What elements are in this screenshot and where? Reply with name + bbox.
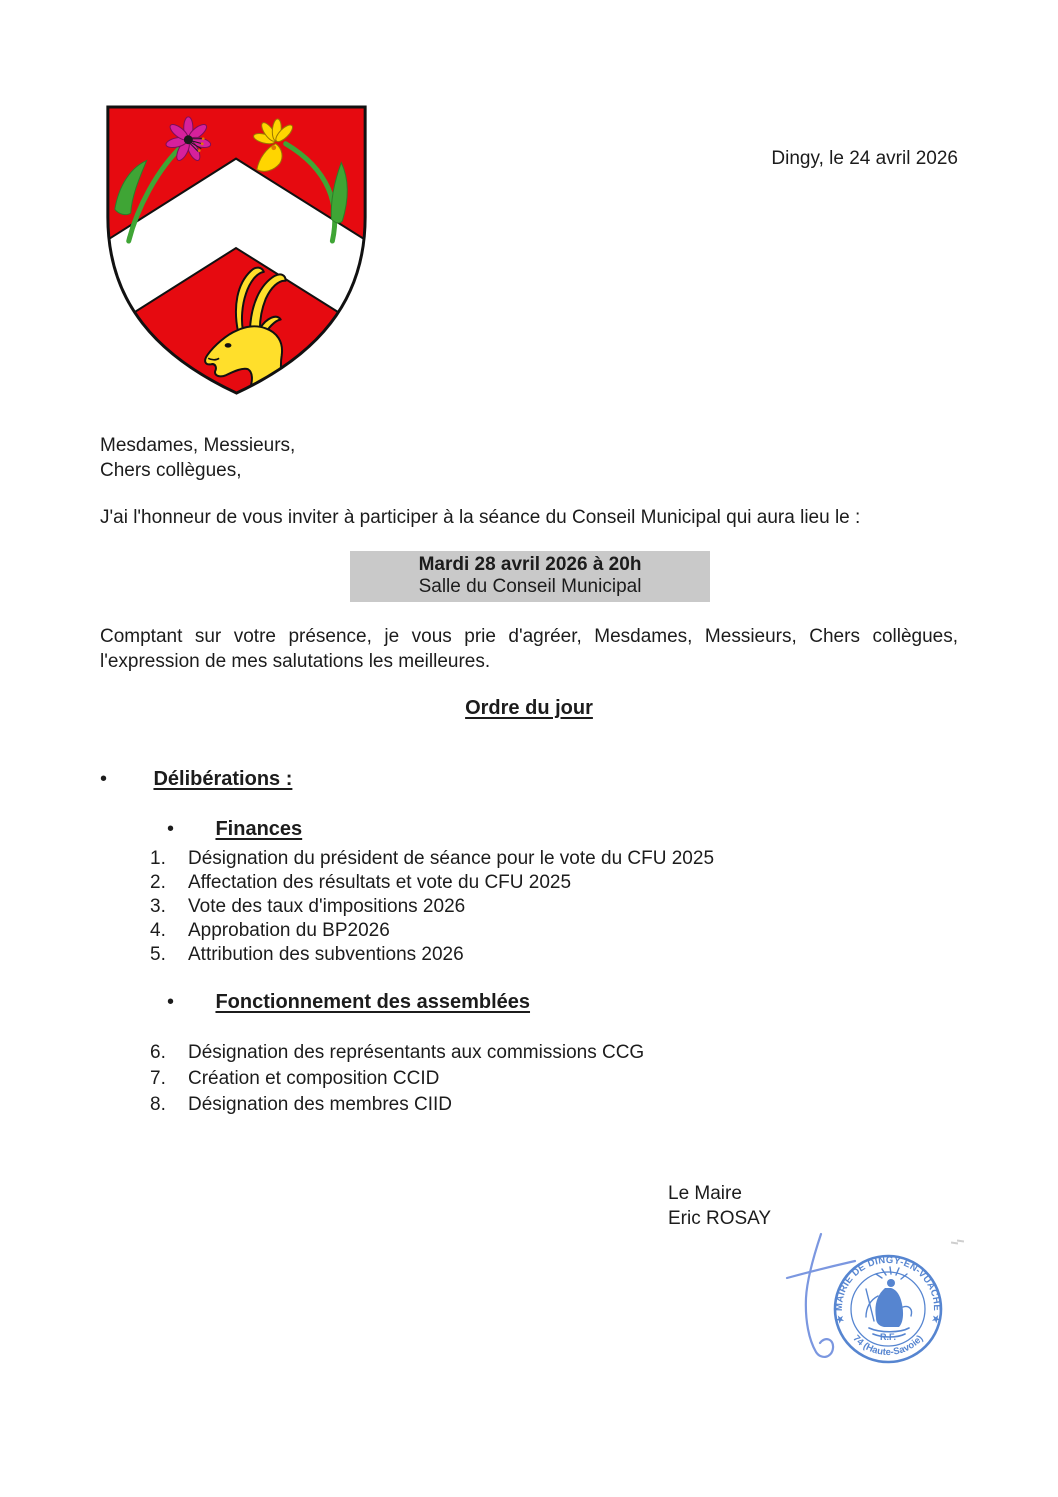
item-text: Désignation des représentants aux commissions CCG bbox=[188, 1042, 645, 1063]
deliberations-label: Délibérations : bbox=[153, 768, 293, 790]
agenda-item bbox=[150, 1093, 452, 1117]
stamp-rf-text: R.F. bbox=[879, 1332, 897, 1342]
salutation-line-2: Chers collègues, bbox=[100, 460, 242, 481]
item-text: Affectation des résultats et vote du CFU 2025 bbox=[188, 872, 572, 893]
meeting-location: Salle du Conseil Municipal bbox=[418, 576, 642, 597]
bullet-icon: • bbox=[100, 768, 108, 790]
stamp-arc-bottom-text: 74 (Haute-Savoie) bbox=[850, 1333, 926, 1358]
stamp-figure bbox=[866, 1267, 912, 1337]
bullet-icon: • bbox=[167, 991, 175, 1013]
item-text: Approbation du BP2026 bbox=[188, 920, 390, 941]
item-number: 6. bbox=[150, 1042, 166, 1063]
item-number: 3. bbox=[150, 896, 166, 917]
meeting-datetime: Mardi 28 avril 2026 à 20h bbox=[418, 554, 642, 575]
fonctionnement-label: Fonctionnement des assemblées bbox=[215, 991, 531, 1013]
signature-block bbox=[668, 1181, 771, 1231]
item-text: Attribution des subventions 2026 bbox=[188, 944, 464, 965]
item-number: 7. bbox=[150, 1068, 166, 1089]
item-text: Création et composition CCID bbox=[188, 1068, 440, 1089]
agenda-item bbox=[150, 1067, 439, 1091]
item-number: 1. bbox=[150, 848, 166, 869]
intro-sentence: J'ai l'honneur de vous inviter à participer à la séance du Conseil Municipal qui aura lieu le : bbox=[100, 507, 861, 528]
item-text: Vote des taux d'impositions 2026 bbox=[188, 896, 466, 917]
agenda-title bbox=[0, 697, 1058, 720]
item-number: 4. bbox=[150, 920, 166, 941]
closing-paragraph: Comptant sur votre présence, je vous prie d'agréer, Mesdames, Messieurs, Chers collègues, l'expression de mes salutations les meilleures. bbox=[100, 626, 958, 672]
agenda-item bbox=[150, 895, 465, 919]
item-number: 8. bbox=[150, 1094, 166, 1115]
signer-title: Le Maire bbox=[668, 1183, 742, 1204]
salutation bbox=[100, 433, 295, 483]
date-line: Dingy, le 24 avril 2026 bbox=[771, 148, 958, 169]
agenda-heading-finances bbox=[167, 817, 302, 843]
mairie-stamp bbox=[808, 1229, 968, 1389]
item-text: Désignation du président de séance pour le vote du CFU 2025 bbox=[188, 848, 715, 869]
agenda-item bbox=[150, 871, 571, 895]
item-text: Désignation des membres CIID bbox=[188, 1094, 452, 1115]
coat-of-arms bbox=[100, 100, 373, 400]
agenda-item bbox=[150, 943, 464, 967]
agenda-heading-deliberations bbox=[100, 767, 292, 793]
agenda-title-text: Ordre du jour bbox=[465, 697, 593, 719]
salutation-line-1: Mesdames, Messieurs, bbox=[100, 435, 296, 456]
stamp-arc-top-text: ★ MAIRIE DE DINGY-EN-VUACHE ★ bbox=[833, 1254, 943, 1325]
agenda-item bbox=[150, 919, 390, 943]
stray-pen-mark bbox=[949, 1240, 967, 1250]
item-number: 5. bbox=[150, 944, 166, 965]
agenda-item bbox=[150, 847, 714, 871]
agenda-item bbox=[150, 1041, 644, 1065]
signer-name: Eric ROSAY bbox=[668, 1208, 772, 1229]
bullet-icon: • bbox=[167, 818, 175, 840]
finances-label: Finances bbox=[215, 818, 303, 840]
agenda-heading-fonctionnement bbox=[167, 990, 530, 1016]
meeting-box bbox=[350, 551, 710, 602]
item-number: 2. bbox=[150, 872, 166, 893]
